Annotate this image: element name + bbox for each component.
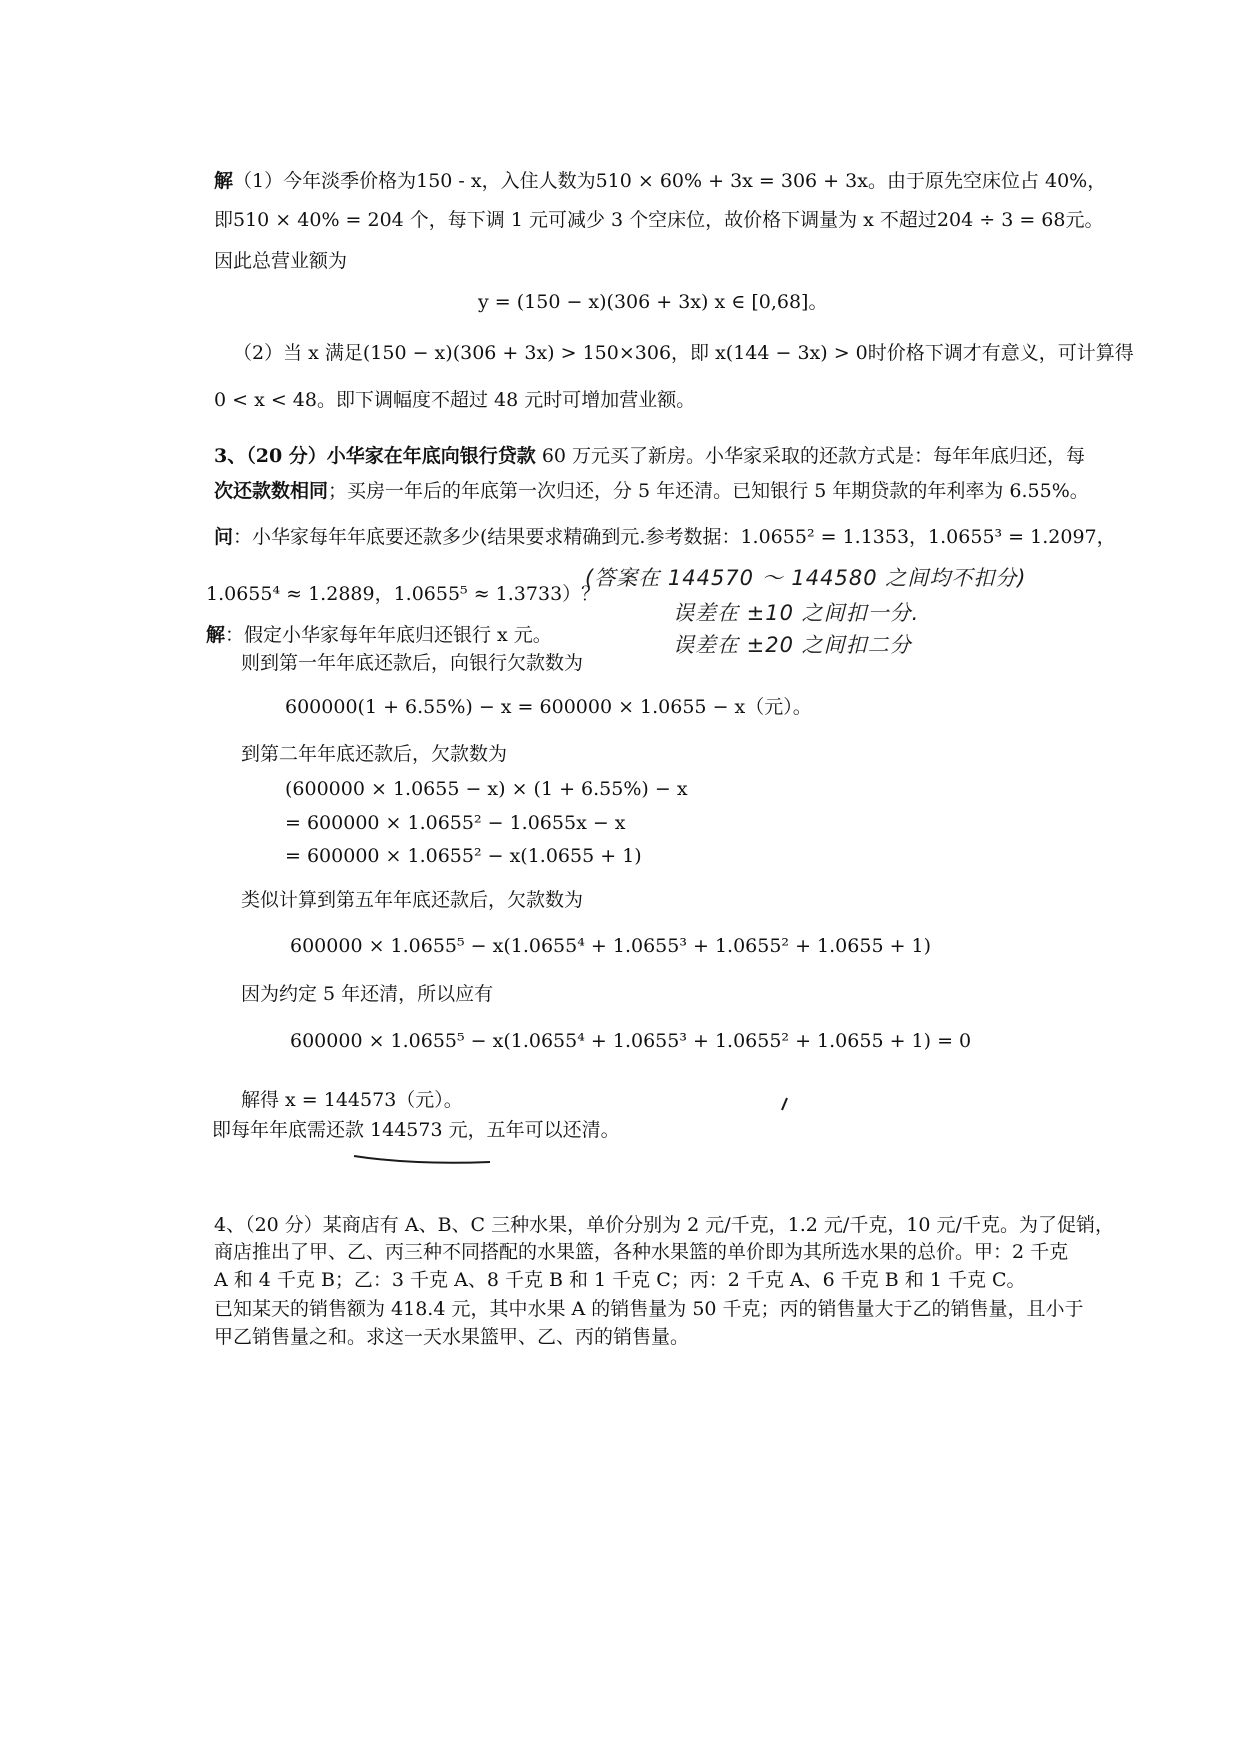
handwritten-note-2: 误差在 ±10 之间扣一分. — [673, 601, 920, 625]
solution-3-result: 解得 x = 144573（元）。 — [241, 1089, 463, 1111]
solution-3-eq-2: (600000 × 1.0655 − x) × (1 + 6.55%) − x — [285, 778, 688, 800]
solution-3-line-1-text: ：假定小华家每年年底归还银行 x 元。 — [225, 624, 552, 646]
handwritten-note-1: (答案在 144570 ～ 144580 之间均不扣分) — [585, 566, 1027, 590]
solution-3-label: 解 — [206, 624, 226, 646]
question-3-line-4: 1.0655⁴ ≈ 1.2889，1.0655⁵ ≈ 1.3733）？ — [206, 583, 601, 605]
question-3-ask-label: 问 — [214, 526, 234, 548]
solution-3-line-3: 到第二年年底还款后，欠款数为 — [241, 743, 508, 765]
solution-line-5: 0 < x < 48。即下调幅度不超过 48 元时可增加营业额。 — [214, 389, 696, 411]
question-4-line-3: A 和 4 千克 B；乙：3 千克 A、8 千克 B 和 1 千克 C；丙：2 千克 A、6 千克 B 和 1 千克 C。 — [214, 1269, 1026, 1291]
formula-revenue: y = (150 − x)(306 + 3x) x ∈ [0,68]。 — [478, 291, 828, 313]
question-3-heading: 3、（20 分）小华家在年底向银行贷款 — [214, 445, 536, 467]
solution-3-eq-3: = 600000 × 1.0655² − 1.0655x − x — [285, 812, 626, 834]
solution-3-line-2: 则到第一年年底还款后，向银行欠款数为 — [241, 652, 584, 674]
solution-3-line-1 — [206, 622, 552, 648]
solution-label: 解 — [214, 170, 234, 192]
solution-line-1 — [214, 168, 1106, 194]
solution-line-4: （2）当 x 满足(150 − x)(306 + 3x) > 150×306，即 x(144 − 3x) > 0时价格下调才有意义，可计算得 — [233, 342, 1134, 364]
question-4-line-5: 甲乙销售量之和。求这一天水果篮甲、乙、丙的销售量。 — [214, 1326, 690, 1348]
solution-line-2: 即510 × 40% = 204 个，每下调 1 元可减少 3 个空床位，故价格下调量为 x 不超过204 ÷ 3 = 68元。 — [214, 209, 1104, 231]
question-4-line-1: 4、（20 分）某商店有 A、B、C 三种水果，单价分别为 2 元/千克，1.2 元/千克，10 元/千克。为了促销， — [214, 1214, 1114, 1236]
solution-3-eq-4: = 600000 × 1.0655² − x(1.0655 + 1) — [285, 845, 642, 867]
question-3-line-2-text: ；买房一年后的年底第一次归还，分 5 年还清。已知银行 5 年期贷款的年利率为 6.55%。 — [328, 480, 1089, 502]
handwritten-tick-mark — [779, 1096, 791, 1112]
question-3-line-1-text: 60 万元买了新房。小华家采取的还款方式是：每年年底归还，每 — [535, 445, 1086, 467]
solution-3-eq-5: 600000 × 1.0655⁵ − x(1.0655⁴ + 1.0655³ + 1.0655² + 1.0655 + 1) — [290, 935, 932, 957]
question-3-line-3 — [214, 524, 1116, 550]
question-3-bold-phrase: 次还款数相同 — [214, 480, 329, 502]
solution-3-eq-1: 600000(1 + 6.55%) − x = 600000 × 1.0655 − x（元）。 — [285, 696, 812, 718]
handwritten-underline — [352, 1150, 494, 1168]
solution-3-eq-6: 600000 × 1.0655⁵ − x(1.0655⁴ + 1.0655³ + 1.0655² + 1.0655 + 1) = 0 — [290, 1030, 972, 1052]
solution-3-conclusion: 即每年年底需还款 144573 元，五年可以还清。 — [212, 1119, 620, 1141]
solution-line-1-text: （1）今年淡季价格为150 - x，入住人数为510 × 60% + 3x = 306 + 3x。由于原先空床位占 40%， — [233, 170, 1107, 192]
solution-line-3: 因此总营业额为 — [214, 250, 348, 272]
question-3-line-1 — [214, 443, 1085, 469]
question-3-line-3-text: ：小华家每年年底要还款多少(结果要求精确到元.参考数据：1.0655² = 1.1353，1.0655³ = 1.2097， — [233, 526, 1116, 548]
handwritten-note-3: 误差在 ±20 之间扣二分 — [673, 633, 912, 657]
question-4-line-4: 已知某天的销售额为 418.4 元，其中水果 A 的销售量为 50 千克；丙的销售量大于乙的销售量，且小于 — [214, 1298, 1084, 1320]
solution-3-line-4: 类似计算到第五年年底还款后，欠款数为 — [241, 889, 584, 911]
question-4-line-2: 商店推出了甲、乙、丙三种不同搭配的水果篮，各种水果篮的单价即为其所选水果的总价。甲：2 千克 — [214, 1241, 1069, 1263]
question-3-line-2 — [214, 478, 1089, 504]
solution-3-line-5: 因为约定 5 年还清，所以应有 — [241, 983, 494, 1005]
